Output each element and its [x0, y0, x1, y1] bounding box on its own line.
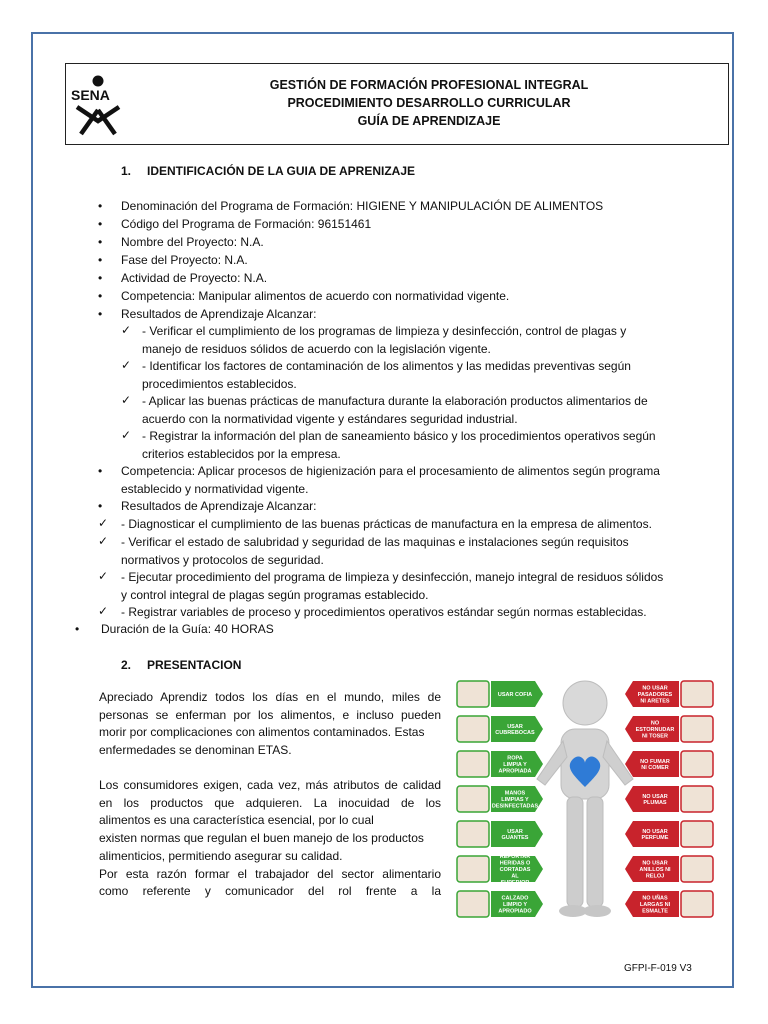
header-line-1: GESTIÓN DE FORMACIÓN PROFESIONAL INTEGRAL [269, 78, 589, 92]
photo-thumbnail [457, 891, 489, 917]
presentation-paragraph-1 [99, 689, 441, 760]
result-line: - Ejecutar procedimiento del programa de limpieza y desinfección, manejo integral de residuos sólidos [121, 570, 664, 584]
section-2-number: 2. [121, 658, 132, 672]
checkmark-icon: ✓ [98, 534, 109, 548]
sena-logo-text: SENA [71, 87, 110, 103]
competencia-line: establecido y normatividad vigente. [121, 481, 309, 496]
checkmark-icon: ✓ [98, 569, 109, 583]
paragraph-line: personas se enferman por los alimentos, e incluso pueden [99, 707, 441, 722]
bullet-icon: • [98, 289, 103, 303]
competencia-line: Competencia: Aplicar procesos de higienización para el procesamiento de alimentos según programa [121, 464, 660, 478]
bullet-icon: • [98, 307, 103, 321]
list-item-proyecto: Nombre del Proyecto: N.A. [121, 235, 264, 249]
bullet-icon: • [98, 235, 103, 249]
result-2-2 [121, 534, 629, 569]
result-1-4 [142, 428, 656, 463]
result-1-3 [142, 393, 648, 428]
result-line: - Verificar el estado de salubridad y seguridad de las maquinas e instalaciones según requisitos [121, 535, 629, 549]
result-line: criterios establecidos por la empresa. [142, 446, 341, 461]
photo-thumbnail [681, 891, 713, 917]
label-text: NO USAR PLUMAS [642, 793, 668, 807]
header-line-2: PROCEDIMIENTO DESARROLLO CURRICULAR [287, 96, 571, 110]
dont-label-2 [625, 716, 713, 742]
photo-thumbnail [681, 856, 713, 882]
checkmark-icon: ✓ [98, 516, 109, 530]
dont-label-7 [625, 891, 713, 917]
photo-thumbnail [681, 716, 713, 742]
photo-thumbnail [457, 786, 489, 812]
paragraph-line: enfermedades se denominan ETAS. [99, 743, 292, 758]
label-text: CALZADO LIMPIO Y APROPIADO [498, 895, 532, 915]
paragraph-line: alimentos es una característica esencial, por lo cual [99, 813, 374, 828]
label-text: NO UÑAS LARGAS NI ESMALTE [639, 895, 671, 915]
label-text: USAR CUBREBOCAS [495, 723, 535, 737]
person-figure [537, 681, 633, 917]
bullet-icon: • [75, 622, 80, 636]
label-text: NO ESTORNUDAR NI TOSER [635, 720, 675, 740]
result-2-3 [121, 569, 663, 604]
result-line: y control integral de plagas según programas establecido. [121, 587, 429, 602]
do-label-4 [457, 786, 543, 812]
result-line: manejo de residuos sólidos de acuerdo con la legislación vigente. [142, 341, 491, 356]
result-line: - Identificar los factores de contaminación de los alimentos y las medidas preventivas según [142, 359, 631, 373]
label-text: NO USAR PASADORES NI ARETES [637, 685, 673, 705]
do-label-7 [457, 891, 543, 917]
checkmark-icon: ✓ [121, 428, 132, 442]
do-label-2 [457, 716, 543, 742]
paragraph-line: como referente y comunicador del rol frente a la [99, 884, 441, 899]
checkmark-icon: ✓ [98, 604, 109, 618]
result-line: - Aplicar las buenas prácticas de manufactura durante la elaboración productos alimentarios de [142, 394, 648, 408]
label-text: NO USAR PERFUME [641, 828, 669, 842]
label-text: USAR COFIA [497, 692, 533, 698]
result-1-1 [142, 323, 626, 358]
bullet-icon: • [98, 217, 103, 231]
result-line: - Registrar la información del plan de saneamiento básico y los procedimientos operativos según [142, 429, 656, 443]
section-1-title: IDENTIFICACIÓN DE LA GUIA DE APRENIZAJE [147, 164, 416, 178]
hygiene-infographic [455, 675, 715, 930]
section-1-heading [121, 164, 415, 178]
document-header [65, 63, 729, 145]
bullet-icon: • [98, 271, 103, 285]
list-item-fase: Fase del Proyecto: N.A. [121, 253, 248, 267]
hygiene-infographic-graphic [455, 675, 715, 930]
section-2-heading [121, 658, 241, 672]
label-text: NO USAR ANILLOS NI RELOJ [639, 860, 671, 880]
paragraph-line: morir por complicaciones con alimentos contaminados. Estas [99, 725, 425, 740]
header-line-3: GUÍA DE APRENDIZAJE [357, 114, 501, 128]
photo-thumbnail [681, 821, 713, 847]
label-text: USAR GUANTES [501, 828, 529, 842]
dont-label-4 [625, 786, 713, 812]
photo-thumbnail [681, 751, 713, 777]
result-1-2 [142, 358, 631, 393]
duracion: Duración de la Guía: 40 HORAS [101, 622, 274, 636]
label-text: REPORTAR HERIDAS O CORTADAS AL SUPERIOR [499, 854, 531, 886]
bullet-icon: • [98, 199, 103, 213]
dont-labels [625, 681, 713, 917]
dont-label-5 [625, 821, 713, 847]
photo-thumbnail [681, 681, 713, 707]
do-label-6 [457, 854, 543, 886]
label-text: NO FUMAR NI COMER [640, 758, 670, 772]
result-line: procedimientos establecidos. [142, 376, 297, 391]
result-2-1: - Diagnosticar el cumplimiento de las buenas prácticas de manufactura en la empresa de alimentos. [121, 517, 652, 531]
paragraph-line: en los productos que adquieren. La inocuidad de los [99, 795, 441, 810]
paragraph-line: Apreciado Aprendiz todos los días en el mundo, miles de [99, 690, 441, 704]
bullet-icon: • [98, 253, 103, 267]
checkmark-icon: ✓ [121, 393, 132, 407]
do-label-5 [457, 821, 543, 847]
checkmark-icon: ✓ [121, 358, 132, 372]
list-item-resultados-2: Resultados de Aprendizaje Alcanzar: [121, 499, 317, 513]
do-labels [457, 681, 543, 917]
list-item-codigo: Código del Programa de Formación: 96151461 [121, 217, 372, 231]
presentation-paragraph-2 [99, 777, 441, 901]
list-item-actividad: Actividad de Proyecto: N.A. [121, 271, 268, 285]
list-item-competencia-2 [121, 463, 660, 498]
photo-thumbnail [457, 821, 489, 847]
sena-logo-graphic [69, 74, 129, 136]
section-2-title: PRESENTACION [147, 658, 242, 672]
label-text: MANOS LIMPIAS Y DESINFECTADAS [491, 790, 539, 810]
list-item-resultados-1: Resultados de Aprendizaje Alcanzar: [121, 307, 317, 321]
photo-thumbnail [457, 681, 489, 707]
result-line: normativos y protocolos de seguridad. [121, 552, 324, 567]
bullet-icon: • [98, 499, 103, 513]
label-text: ROPA LIMPIA Y APROPIADA [498, 755, 532, 775]
section-1-number: 1. [121, 164, 132, 178]
paragraph-line: alimenticios, permitiendo asegurar su calidad. [99, 848, 343, 863]
result-2-4: - Registrar variables de proceso y procedimientos operativos estándar según normas establecidas. [121, 605, 647, 619]
dont-label-3 [625, 751, 713, 777]
dont-label-6 [625, 856, 713, 882]
sena-logo [69, 74, 129, 136]
photo-thumbnail [457, 856, 489, 882]
list-item-programa: Denominación del Programa de Formación: HIGIENE Y MANIPULACIÓN DE ALIMENTOS [121, 199, 604, 213]
paragraph-line: Por esta razón formar el trabajador del sector alimentario [99, 866, 441, 881]
do-label-1 [457, 681, 543, 707]
dont-label-1 [625, 681, 713, 707]
photo-thumbnail [457, 716, 489, 742]
paragraph-line: existen normas que regulan el buen manejo de los productos [99, 831, 424, 846]
form-code: GFPI-F-019 V3 [624, 963, 692, 974]
result-line: acuerdo con la normatividad vigente y estándares seguridad industrial. [142, 411, 518, 426]
list-item-competencia-1: Competencia: Manipular alimentos de acuerdo con normatividad vigente. [121, 289, 510, 303]
photo-thumbnail [457, 751, 489, 777]
result-line: - Verificar el cumplimiento de los programas de limpieza y desinfección, control de plagas y [142, 324, 627, 338]
header-title-block [136, 76, 722, 130]
checkmark-icon: ✓ [121, 323, 132, 337]
paragraph-line: Los consumidores exigen, cada vez, más atributos de calidad [99, 778, 441, 792]
bullet-icon: • [98, 464, 103, 478]
do-label-3 [457, 751, 543, 777]
photo-thumbnail [681, 786, 713, 812]
